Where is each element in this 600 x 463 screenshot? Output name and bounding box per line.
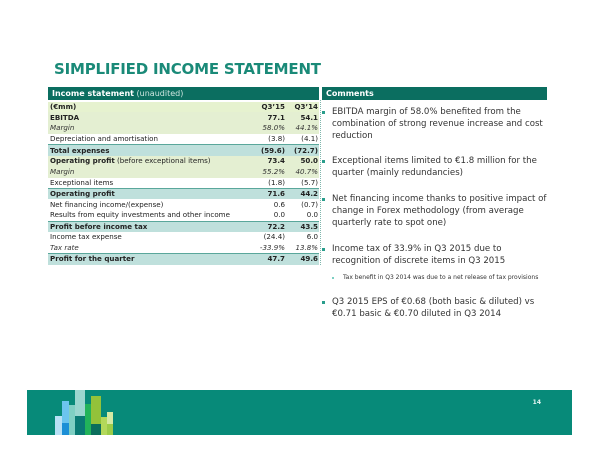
row-value-q314: 6.0 [287, 232, 319, 243]
table-header [48, 87, 319, 100]
column-header-unit: (€mm) [48, 101, 249, 112]
row-value-q314: 49.6 [287, 254, 319, 265]
row-value-q314: (72.7) [287, 145, 319, 156]
comment-bullet: Net financing income thanks to positive impact of change in Forex methodology (from average quarterly rate to spot one) [322, 193, 547, 229]
row-label: EBITDA [48, 112, 249, 123]
comments-header-title: Comments [326, 89, 374, 98]
comment-bullet: Income tax of 33.9% in Q3 2015 due to recognition of discrete items in Q3 2015 [322, 243, 547, 267]
row-value-q315: 47.7 [249, 254, 287, 265]
table-row-net-financing [48, 199, 319, 210]
row-value-q314: 40.7% [287, 167, 319, 178]
row-value-q315: 72.2 [249, 221, 287, 232]
row-value-q315: (1.8) [249, 178, 287, 189]
row-label: Profit before income tax [48, 221, 249, 232]
table-row-equity-investments [48, 210, 319, 221]
row-value-q314: 44.1% [287, 123, 319, 134]
row-value-q314: (0.7) [287, 199, 319, 210]
company-logo-icon [54, 390, 124, 435]
row-value-q314: (4.1) [287, 134, 319, 145]
row-label: Profit for the quarter [48, 254, 249, 265]
row-label: Income tax expense [48, 232, 249, 243]
page-title: SIMPLIFIED INCOME STATEMENT [54, 60, 321, 78]
row-label: Margin [48, 167, 249, 178]
row-label: Exceptional items [48, 178, 249, 189]
row-value-q314: 50.0 [287, 156, 319, 167]
row-value-q315: 58.0% [249, 123, 287, 134]
row-value-q314: 54.1 [287, 112, 319, 123]
table-row-ebitda [48, 112, 319, 123]
table-row-operating-profit [48, 189, 319, 200]
row-value-q314: 43.5 [287, 221, 319, 232]
comment-bullet: Q3 2015 EPS of €0.68 (both basic & diluted) vs €0.71 basic & €0.70 diluted in Q3 2014 [322, 296, 547, 320]
row-value-q315: 55.2% [249, 167, 287, 178]
row-label [48, 156, 249, 167]
row-value-q314: (5.7) [287, 178, 319, 189]
row-value-q315: (3.8) [249, 134, 287, 145]
row-value-q314: 44.2 [287, 189, 319, 200]
column-header-row [48, 101, 319, 112]
row-value-q315: -33.9% [249, 243, 287, 254]
row-value-q315: 0.6 [249, 199, 287, 210]
column-divider [320, 100, 321, 265]
comment-bullet: Exceptional items limited to €1.8 million for the quarter (mainly redundancies) [322, 155, 547, 179]
row-value-q315: (24.4) [249, 232, 287, 243]
comments-list [322, 106, 547, 320]
row-value-q315: 73.4 [249, 156, 287, 167]
row-label: Depreciation and amortisation [48, 134, 249, 145]
comments-header [322, 87, 547, 100]
table-row-income-tax [48, 232, 319, 243]
table-row-depreciation [48, 134, 319, 145]
row-label-main: Operating profit [50, 156, 115, 166]
row-label: Results from equity investments and other income [48, 210, 249, 221]
income-statement-table [48, 87, 319, 265]
row-label: Total expenses [48, 145, 249, 156]
table-row-operating-profit-before-exceptional [48, 156, 319, 167]
row-value-q315: (59.6) [249, 145, 287, 156]
comments-panel [322, 87, 547, 320]
row-value-q315: 0.0 [249, 210, 287, 221]
row-label: Operating profit [48, 189, 249, 200]
row-label: Tax rate [48, 243, 249, 254]
row-value-q314: 13.8% [287, 243, 319, 254]
table-row-tax-rate [48, 243, 319, 254]
comment-bullet: EBITDA margin of 58.0% benefited from the combination of strong revenue increase and cost reduction [322, 106, 547, 142]
table-row-profit-before-tax [48, 221, 319, 232]
row-value-q315: 77.1 [249, 112, 287, 123]
table-row-exceptional-items [48, 178, 319, 189]
table-row-operating-margin [48, 167, 319, 178]
table-header-title: Income statement [52, 89, 134, 98]
page-number: 14 [532, 399, 541, 406]
row-label: Margin [48, 123, 249, 134]
comment-subbullet: Tax benefit in Q3 2014 was due to a net release of tax provisions [322, 274, 547, 282]
table-header-subtitle: (unaudited) [133, 89, 184, 98]
row-label-suffix: (before exceptional items) [114, 156, 211, 166]
column-header-q314: Q3’14 [287, 101, 319, 112]
financial-table [48, 100, 319, 265]
row-label: Net financing income/(expense) [48, 199, 249, 210]
row-value-q315: 71.6 [249, 189, 287, 200]
column-header-q315: Q3’15 [249, 101, 287, 112]
table-row-ebitda-margin [48, 123, 319, 134]
row-value-q314: 0.0 [287, 210, 319, 221]
table-row-profit-for-quarter [48, 254, 319, 265]
footer-bar [27, 390, 572, 435]
table-row-total-expenses [48, 145, 319, 156]
